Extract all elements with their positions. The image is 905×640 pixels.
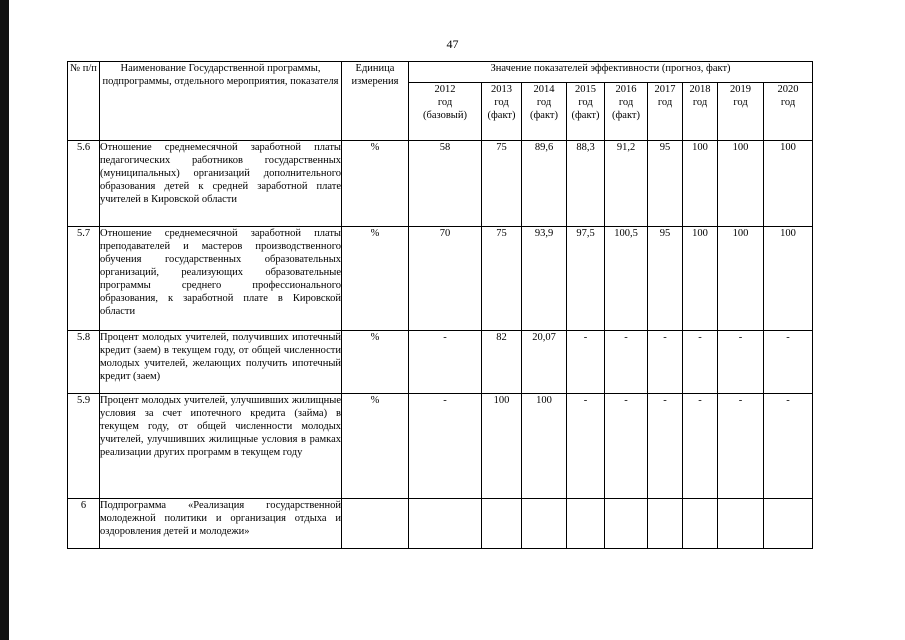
- value-cell: 100,5: [605, 227, 648, 331]
- value-cell: -: [683, 394, 718, 499]
- unit-cell: %: [342, 141, 409, 227]
- header-year: [567, 83, 605, 141]
- value-cell: 100: [718, 227, 764, 331]
- table-row: [68, 331, 813, 394]
- indicators-table: [67, 61, 813, 549]
- unit-cell: %: [342, 227, 409, 331]
- value-cell: [567, 499, 605, 549]
- header-year-unit: год: [536, 97, 552, 108]
- header-year-unit: год: [692, 97, 708, 108]
- value-cell: 100: [683, 227, 718, 331]
- header-year-note: (факт): [611, 110, 640, 121]
- header-values: Значение показателей эффективности (прогноз, факт): [409, 62, 813, 83]
- value-cell: [648, 499, 683, 549]
- value-cell: -: [764, 331, 813, 394]
- header-year-year: 2012: [434, 84, 456, 95]
- table-row: [68, 141, 813, 227]
- header-year: [482, 83, 522, 141]
- value-cell: [605, 499, 648, 549]
- value-cell: 95: [648, 227, 683, 331]
- value-cell: 89,6: [522, 141, 567, 227]
- header-year-year: 2016: [615, 84, 637, 95]
- value-cell: -: [567, 394, 605, 499]
- table-row: [68, 394, 813, 499]
- value-cell: -: [409, 331, 482, 394]
- header-year-year: 2015: [575, 84, 596, 95]
- scan-left-edge: [0, 0, 9, 640]
- header-year-unit: год: [780, 97, 796, 108]
- row-number: 5.7: [68, 227, 100, 331]
- unit-cell: [342, 499, 409, 549]
- value-cell: 70: [409, 227, 482, 331]
- indicator-name: Процент молодых учителей, улучшивших жилищные условия за счет ипотечного кредита (займа) в текущем году, от общей численности молодых учителей, улучшивших жилищные условия в рамках реализации других программ в текущем году: [100, 394, 342, 499]
- value-cell: 100: [522, 394, 567, 499]
- value-cell: -: [718, 331, 764, 394]
- row-number: 6: [68, 499, 100, 549]
- value-cell: -: [605, 331, 648, 394]
- value-cell: -: [567, 331, 605, 394]
- header-name: Наименование Государственной программы, подпрограммы, отдельного мероприятия, показателя: [100, 62, 342, 141]
- value-cell: 100: [764, 227, 813, 331]
- header-year-unit: год: [618, 97, 634, 108]
- value-cell: 93,9: [522, 227, 567, 331]
- header-year-unit: год: [494, 97, 509, 108]
- value-cell: 100: [683, 141, 718, 227]
- value-cell: -: [648, 394, 683, 499]
- value-cell: -: [764, 394, 813, 499]
- value-cell: [718, 499, 764, 549]
- value-cell: [683, 499, 718, 549]
- header-year-year: 2018: [689, 84, 711, 95]
- header-year-year: 2014: [533, 84, 555, 95]
- value-cell: 100: [718, 141, 764, 227]
- row-number: 5.6: [68, 141, 100, 227]
- table-row: [68, 227, 813, 331]
- header-year-note: (факт): [529, 110, 558, 121]
- row-number: 5.8: [68, 331, 100, 394]
- header-year: [409, 83, 482, 141]
- indicator-name: Отношение среднемесячной заработной платы преподавателей и мастеров производственного обучения государственных образовательных организаций, реализующих образовательные программы среднего профессионального образования, к заработной плате в Кировской области: [100, 227, 342, 331]
- header-year-unit: год: [437, 97, 453, 108]
- value-cell: -: [409, 394, 482, 499]
- header-year-note: (факт): [571, 110, 600, 121]
- header-year-note: (базовый): [423, 110, 467, 121]
- value-cell: 75: [482, 141, 522, 227]
- value-cell: 82: [482, 331, 522, 394]
- unit-cell: %: [342, 331, 409, 394]
- header-unit: Единица измерения: [342, 62, 409, 141]
- unit-cell: %: [342, 394, 409, 499]
- indicator-name: Процент молодых учителей, получивших ипотечный кредит (заем) в текущем году, от общей численности молодых учителей, желающих получить ипотечный кредит (заем): [100, 331, 342, 394]
- value-cell: -: [718, 394, 764, 499]
- header-year-note: (факт): [487, 110, 516, 121]
- page-number: 47: [446, 37, 459, 51]
- header-year: [648, 83, 683, 141]
- value-cell: [764, 499, 813, 549]
- value-cell: [522, 499, 567, 549]
- value-cell: 95: [648, 141, 683, 227]
- value-cell: -: [605, 394, 648, 499]
- value-cell: 58: [409, 141, 482, 227]
- value-cell: 100: [764, 141, 813, 227]
- table-row: [68, 499, 813, 549]
- value-cell: -: [683, 331, 718, 394]
- header-year-unit: год: [578, 97, 593, 108]
- value-cell: [409, 499, 482, 549]
- value-cell: 88,3: [567, 141, 605, 227]
- header-year-year: 2020: [777, 84, 799, 95]
- header-year: [683, 83, 718, 141]
- header-year-year: 2017: [654, 84, 676, 95]
- value-cell: 100: [482, 394, 522, 499]
- value-cell: 97,5: [567, 227, 605, 331]
- indicator-name: Подпрограмма «Реализация государственной молодежной политики и организация отдыха и оздоровления детей и молодежи»: [100, 499, 342, 549]
- table-body: [68, 141, 813, 549]
- header-num: № п/п: [68, 62, 100, 141]
- header-year-unit: год: [733, 97, 748, 108]
- value-cell: -: [648, 331, 683, 394]
- value-cell: 20,07: [522, 331, 567, 394]
- header-year-unit: год: [657, 97, 673, 108]
- header-year: [764, 83, 813, 141]
- header-year-year: 2013: [491, 84, 512, 95]
- header-year: [718, 83, 764, 141]
- value-cell: 91,2: [605, 141, 648, 227]
- header-year: [605, 83, 648, 141]
- header-year: [522, 83, 567, 141]
- value-cell: 75: [482, 227, 522, 331]
- indicator-name: Отношение среднемесячной заработной платы педагогических работников государственных (муниципальных) организаций дополнительного образования детей к средней заработной плате учителей в Кировской области: [100, 141, 342, 227]
- row-number: 5.9: [68, 394, 100, 499]
- header-year-year: 2019: [730, 84, 751, 95]
- value-cell: [482, 499, 522, 549]
